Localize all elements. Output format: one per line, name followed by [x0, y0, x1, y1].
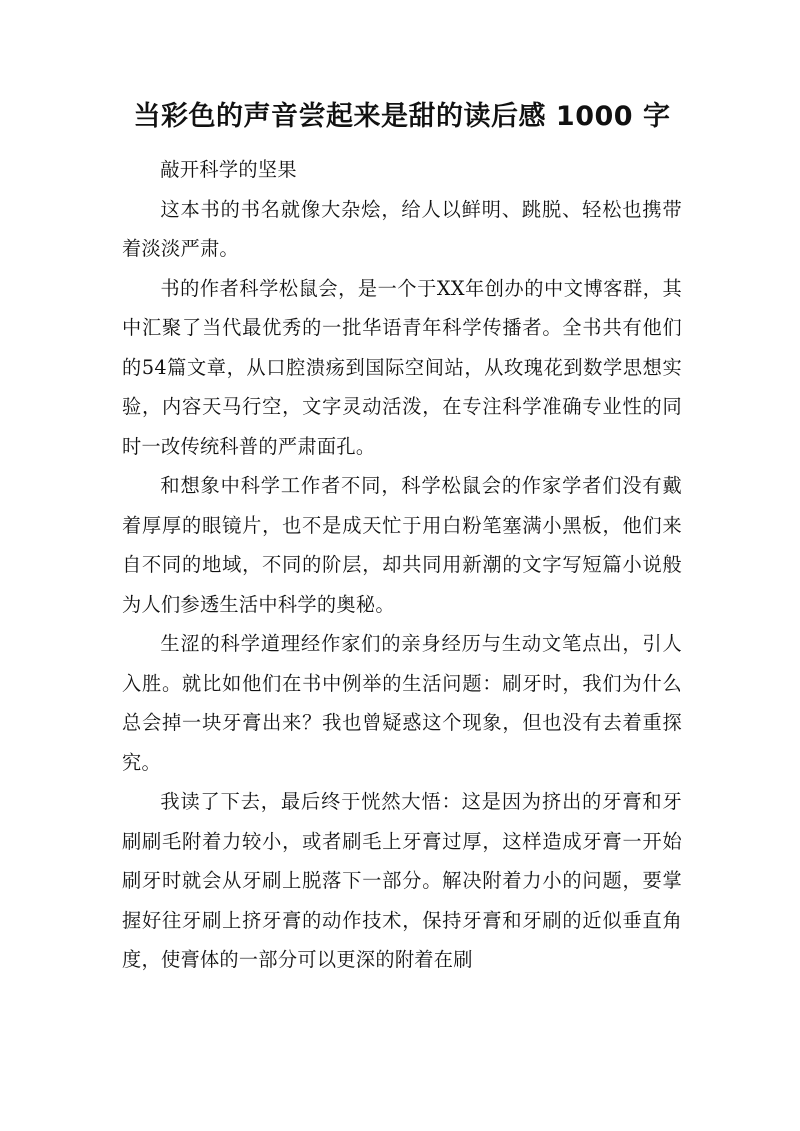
document-title: 当彩色的声音尝起来是甜的读后感 1000 字: [133, 101, 671, 132]
document-body: [122, 150, 682, 980]
paragraph: 这本书的书名就像大杂烩，给人以鲜明、跳脱、轻松也携带着淡淡严肃。: [122, 197, 682, 260]
paragraph: 书的作者科学松鼠会，是一个于XX年创办的中文博客群，其中汇聚了当代最优秀的一批华语青年科学传播者。全书共有他们的54篇文章，从口腔溃疡到国际空间站，从玫瑰花到数学思想实验，内容天马行空，文字灵动活泼，在专注科学准确专业性的同时一改传统科普的严肃面孔。: [122, 276, 682, 458]
paragraph: 和想象中科学工作者不同，科学松鼠会的作家学者们没有戴着厚厚的眼镜片，也不是成天忙于用白粉笔塞满小黑板，他们来自不同的地域，不同的阶层，却共同用新潮的文字写短篇小说般为人们参透生活中科学的奥秘。: [122, 474, 682, 616]
paragraph: 生涩的科学道理经作家们的亲身经历与生动文笔点出，引人入胜。就比如他们在书中例举的生活问题：刷牙时，我们为什么总会掉一块牙膏出来？我也曾疑惑这个现象，但也没有去着重探究。: [122, 632, 682, 774]
section-heading: 敲开科学的坚果: [160, 158, 297, 181]
paragraph: 我读了下去，最后终于恍然大悟：这是因为挤出的牙膏和牙刷刷毛附着力较小，或者刷毛上牙膏过厚，这样造成牙膏一开始刷牙时就会从牙刷上脱落下一部分。解决附着力小的问题，要掌握好往牙刷上挤牙膏的动作技术，保持牙膏和牙刷的近似垂直角度，使膏体的一部分可以更深的附着在刷: [122, 790, 682, 971]
